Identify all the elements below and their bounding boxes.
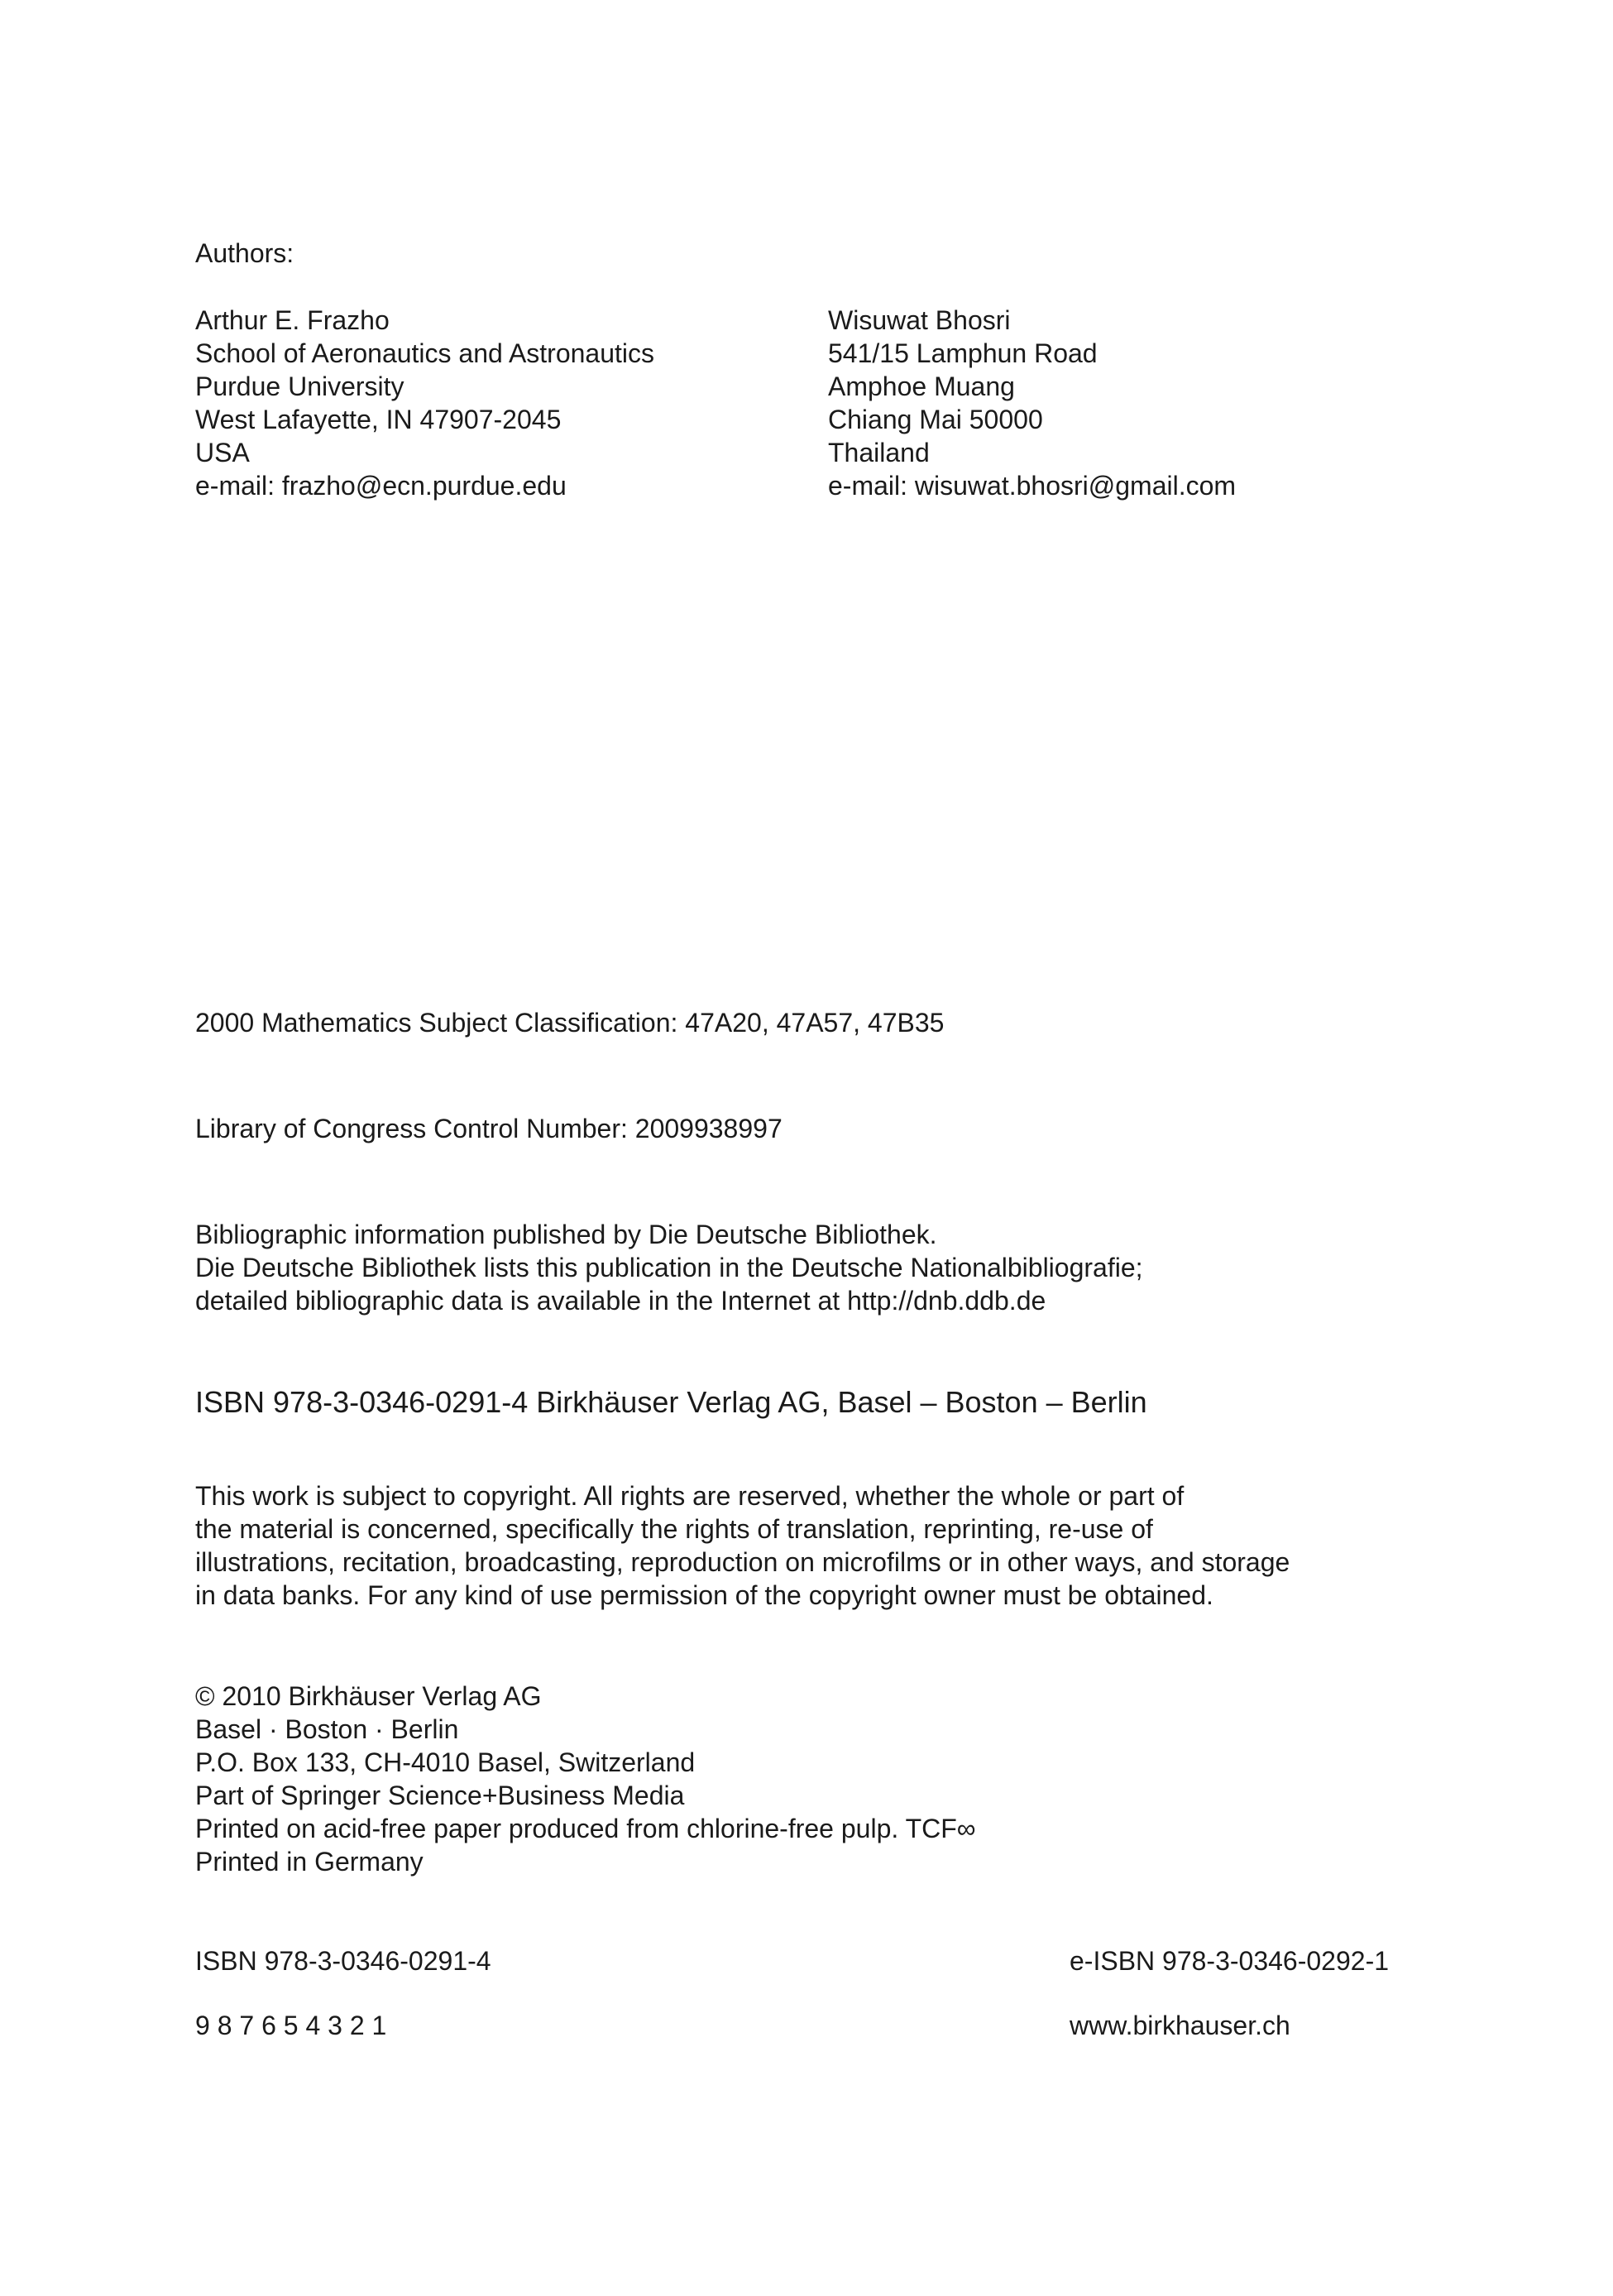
publisher-line-5: Printed on acid-free paper produced from chlorine-free pulp. TCF∞ xyxy=(195,1814,976,1843)
isbn-main: ISBN 978-3-0346-0291-4 Birkhäuser Verlag AG, Basel – Boston – Berlin xyxy=(195,1385,1147,1419)
publisher-line-6: Printed in Germany xyxy=(195,1847,424,1877)
author-2-email: e-mail: wisuwat.bhosri@gmail.com xyxy=(828,471,1237,501)
authors-heading-text: Authors: xyxy=(195,238,294,268)
author-1-city: West Lafayette, IN 47907-2045 xyxy=(195,405,562,434)
publisher-line-4: Part of Springer Science+Business Media xyxy=(195,1781,685,1810)
publisher-line-2: Basel · Boston · Berlin xyxy=(195,1714,459,1744)
author-2-district: Amphoe Muang xyxy=(828,371,1015,401)
copyright-notice xyxy=(195,1479,1290,1612)
author-2-street: 541/15 Lamphun Road xyxy=(828,338,1098,368)
copyright-notice-line-1: This work is subject to copyright. All rights are reserved, whether the whole or part of xyxy=(195,1481,1185,1511)
authors-heading xyxy=(195,237,294,270)
bibliographic-info-line-3: detailed bibliographic data is available in the Internet at http://dnb.ddb.de xyxy=(195,1286,1046,1316)
subject-classification xyxy=(195,1006,944,1039)
publisher-line-1: © 2010 Birkhäuser Verlag AG xyxy=(195,1681,542,1711)
lccn-text: Library of Congress Control Number: 2009938997 xyxy=(195,1114,783,1143)
author-1-organization: Purdue University xyxy=(195,371,404,401)
footer-eisbn-text: e-ISBN 978-3-0346-0292-1 xyxy=(1070,1946,1390,1976)
bibliographic-info-line-2: Die Deutsche Bibliothek lists this publication in the Deutsche Nationalbibliografie; xyxy=(195,1253,1143,1282)
publisher-info xyxy=(195,1680,976,1878)
copyright-notice-line-3: illustrations, recitation, broadcasting, reproduction on microfilms or in other ways, and storage xyxy=(195,1547,1290,1577)
lccn xyxy=(195,1112,783,1145)
author-1-department: School of Aeronautics and Astronautics xyxy=(195,338,655,368)
copyright-notice-line-4: in data banks. For any kind of use permission of the copyright owner must be obtained. xyxy=(195,1580,1213,1610)
bibliographic-info-line-1: Bibliographic information published by Die Deutsche Bibliothek. xyxy=(195,1220,937,1249)
copyright-notice-line-2: the material is concerned, specifically the rights of translation, reprinting, re-use of xyxy=(195,1514,1153,1544)
publisher-line-3: P.O. Box 133, CH-4010 Basel, Switzerland xyxy=(195,1747,696,1777)
publisher-website-text: www.birkhauser.ch xyxy=(1070,2011,1290,2040)
footer-isbn xyxy=(195,1944,491,1977)
printing-number-text: 9 8 7 6 5 4 3 2 1 xyxy=(195,2011,387,2040)
subject-classification-text: 2000 Mathematics Subject Classification: 47A20, 47A57, 47B35 xyxy=(195,1008,945,1038)
printing-number-line xyxy=(195,2009,386,2042)
author-2-name: Wisuwat Bhosri xyxy=(828,305,1011,335)
author-1-name: Arthur E. Frazho xyxy=(195,305,390,335)
author-2-city: Chiang Mai 50000 xyxy=(828,405,1043,434)
author-1-address xyxy=(195,304,654,502)
author-2-country: Thailand xyxy=(828,438,930,467)
author-1-country: USA xyxy=(195,438,250,467)
footer-isbn-text: ISBN 978-3-0346-0291-4 xyxy=(195,1946,491,1976)
author-1-email: e-mail: frazho@ecn.purdue.edu xyxy=(195,471,567,501)
author-2-address xyxy=(828,304,1236,502)
publisher-website xyxy=(1070,2009,1290,2042)
bibliographic-info xyxy=(195,1218,1143,1317)
footer-eisbn xyxy=(1070,1944,1389,1977)
